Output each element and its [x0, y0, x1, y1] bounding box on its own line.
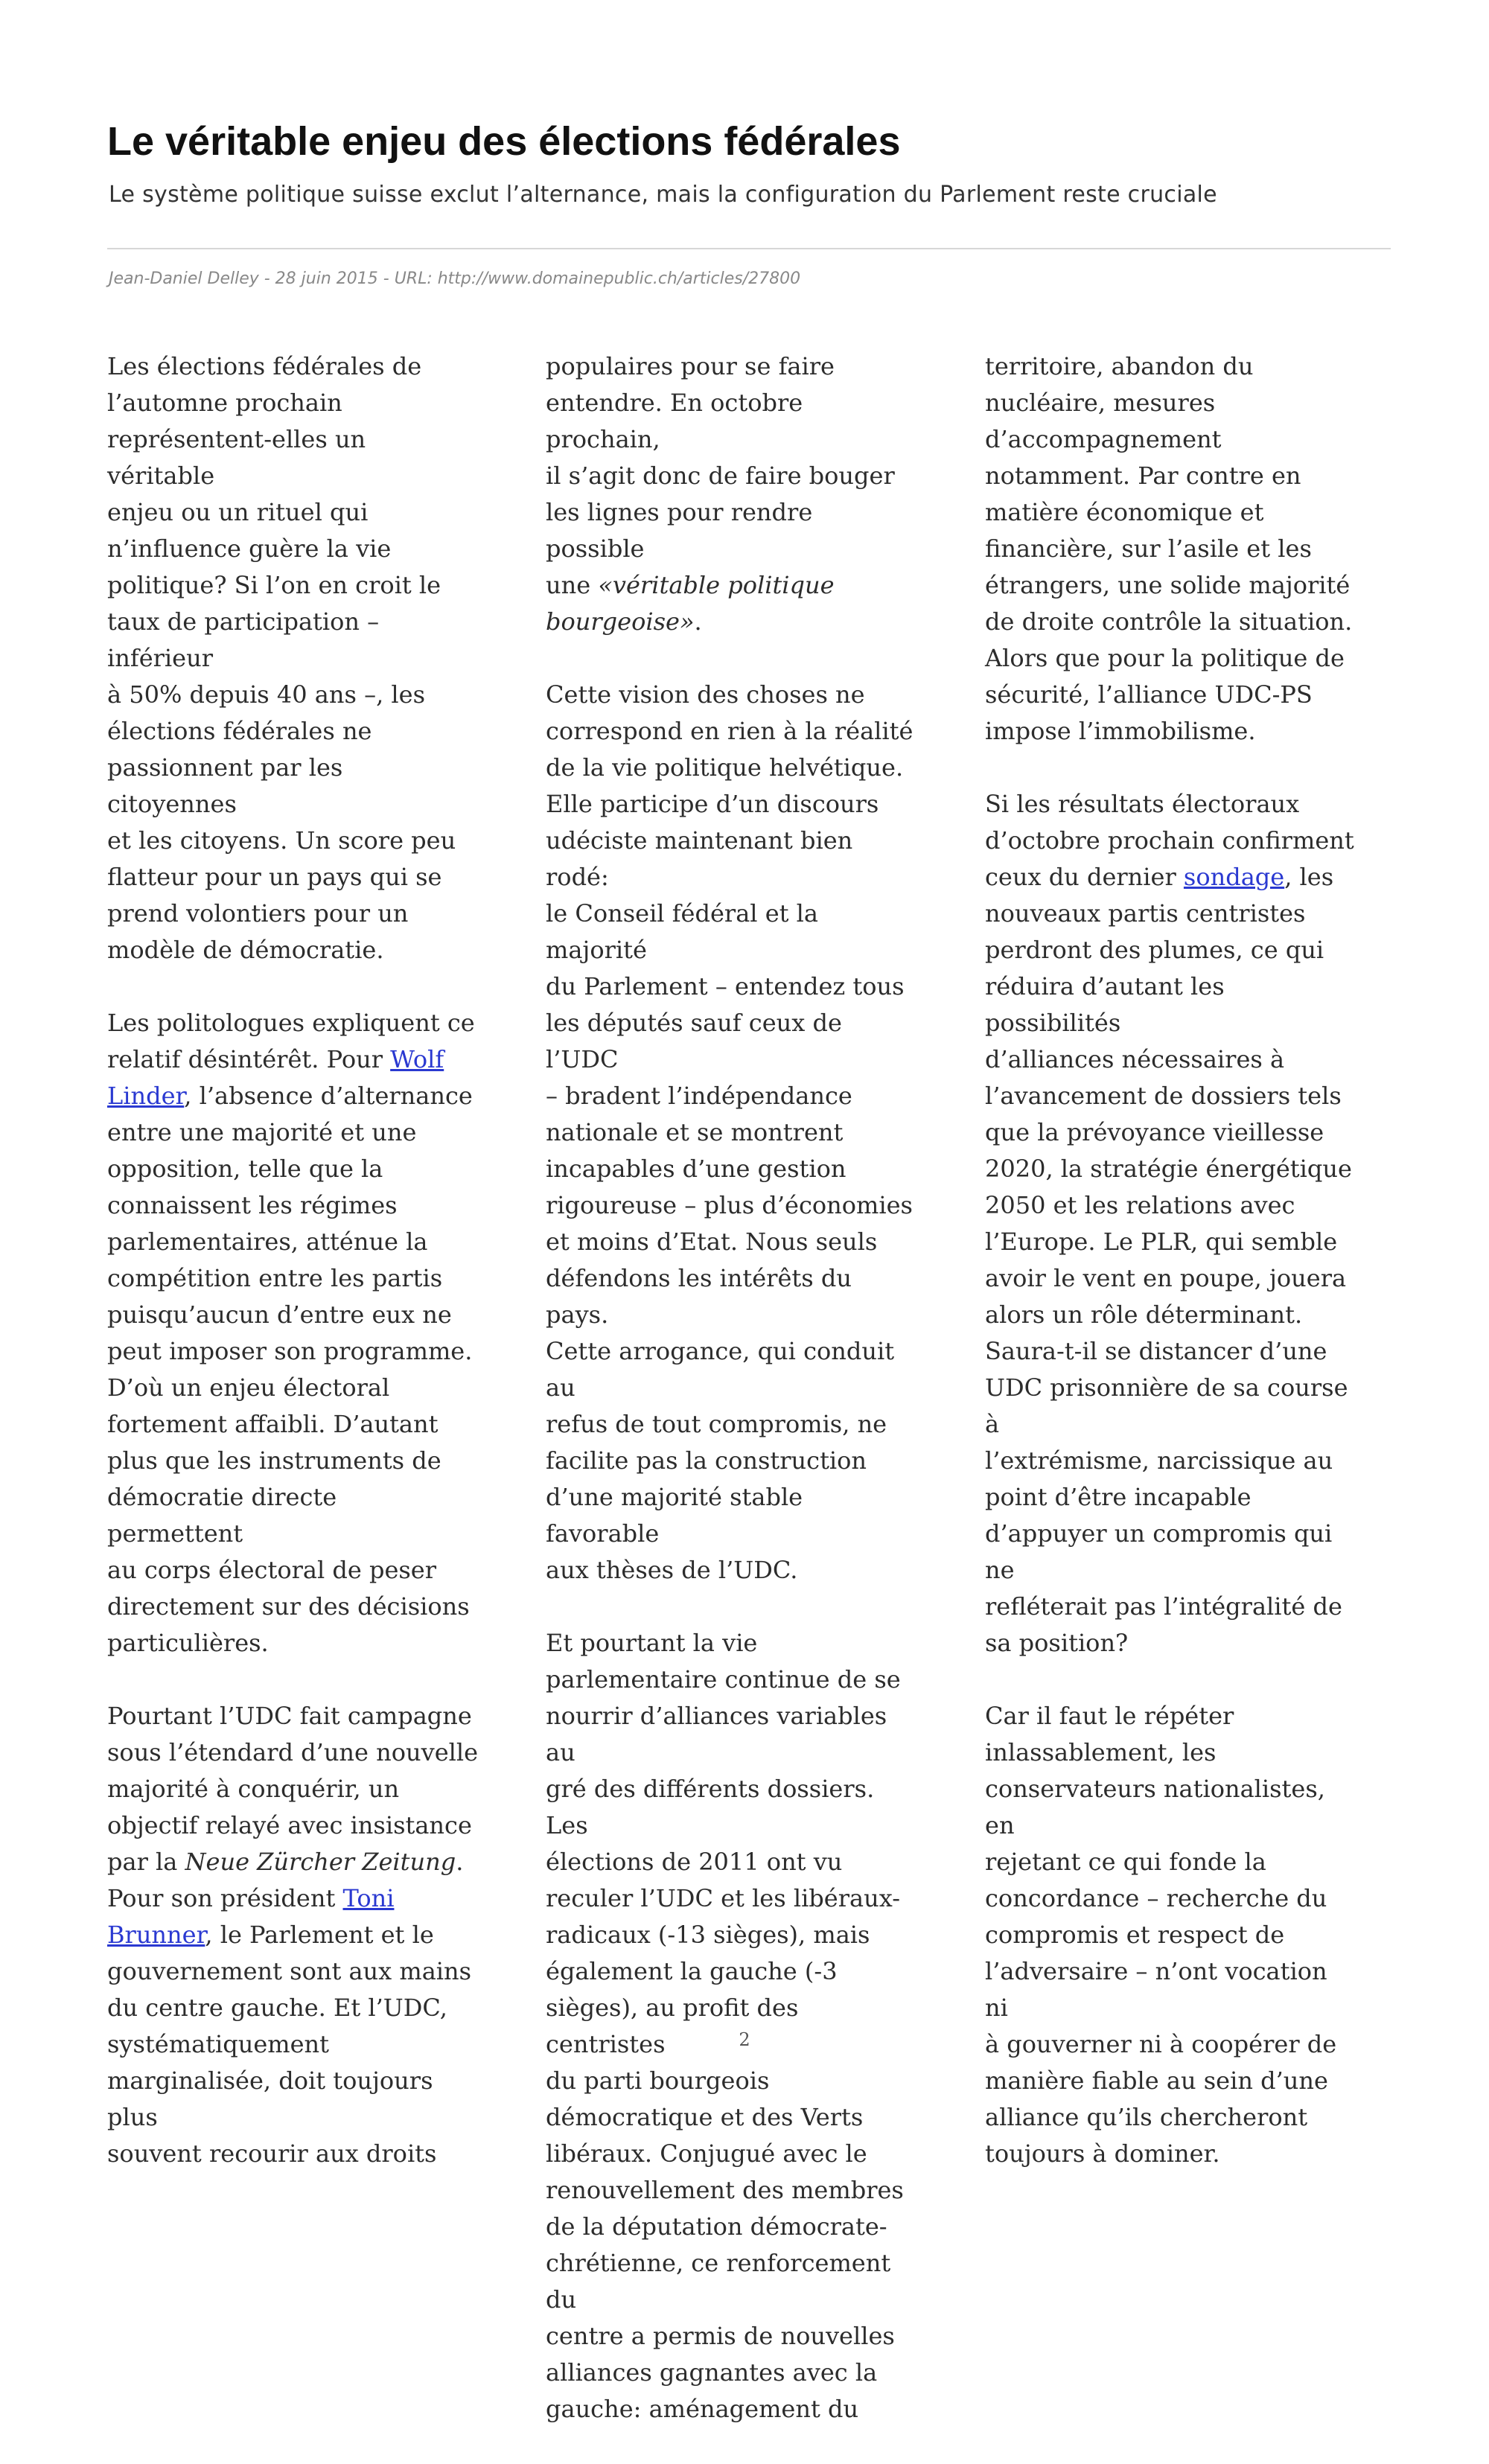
text-column-1: [107, 348, 479, 2209]
text-line: radicaux (-13 sièges), mais: [546, 1921, 870, 1949]
text-line: de droite contrôle la situation.: [985, 607, 1353, 636]
article-subtitle: Le système politique suisse exclut l’alternance, mais la configuration du Parlement reste cruciale: [109, 182, 1217, 208]
text-line: Saura-t-il se distancer d’une: [985, 1337, 1327, 1365]
text-line: sa position?: [985, 1629, 1129, 1657]
header-divider: [107, 248, 1391, 249]
text-line: populaires pour se faire: [546, 352, 835, 380]
text-line: élections fédérales ne: [107, 717, 372, 745]
text-line: , le Parlement et le: [205, 1921, 434, 1949]
text-line: de la députation démocrate-: [546, 2212, 887, 2241]
text-line: le Conseil fédéral et la majorité: [546, 899, 818, 964]
text-line: financière, sur l’asile et les: [985, 534, 1312, 563]
text-line: l’adversaire – n’ont vocation ni: [985, 1957, 1327, 2022]
toni-brunner-link-cont[interactable]: Brunner: [107, 1921, 205, 1949]
text-line: défendons les intérêts du pays.: [546, 1264, 852, 1329]
text-line: l’extrémisme, narcissique au: [985, 1446, 1333, 1475]
toni-brunner-link[interactable]: Toni: [342, 1884, 395, 1912]
text-line: matière économique et: [985, 498, 1264, 526]
text-line: Cette vision des choses ne: [546, 680, 865, 709]
text-line: facilite pas la construction: [546, 1446, 867, 1475]
text-line: n’influence guère la vie: [107, 534, 392, 563]
text-line: gauche: aménagement du: [546, 2395, 859, 2423]
text-line: fortement affaibli. D’autant: [107, 1410, 439, 1438]
text-line: l’avancement de dossiers tels: [985, 1082, 1342, 1110]
article-meta: Jean-Daniel Delley - 28 juin 2015 - URL: http://www.domainepublic.ch/articles/27800: [109, 269, 801, 288]
text-line: Pourtant l’UDC fait campagne: [107, 1702, 472, 1730]
text-line: parlementaires, atténue la: [107, 1228, 428, 1256]
sondage-link[interactable]: sondage: [1183, 863, 1285, 891]
text-line: sièges), au profit des centristes: [546, 1994, 799, 2058]
text-line: rejetant ce qui fonde la: [985, 1848, 1266, 1876]
text-line: d’accompagnement: [985, 425, 1222, 453]
text-line: Et pourtant la vie: [546, 1629, 758, 1657]
text-line: étrangers, une solide majorité: [985, 571, 1351, 599]
text-line: manière fiable au sein d’une: [985, 2066, 1328, 2095]
text-line: renouvellement des membres: [546, 2176, 904, 2204]
text-line: compromis et respect de: [985, 1921, 1285, 1949]
text-line: de la vie politique helvétique.: [546, 753, 904, 782]
text-line: que la prévoyance vieillesse: [985, 1118, 1324, 1146]
text-line: également la gauche (-3: [546, 1957, 838, 1985]
text-line: d’alliances nécessaires à: [985, 1045, 1285, 1073]
text-line: enjeu ou un rituel qui: [107, 498, 369, 526]
text-line: Si les résultats électoraux: [985, 790, 1300, 818]
text-line: avoir le vent en poupe, jouera: [985, 1264, 1347, 1292]
text-line: correspond en rien à la réalité: [546, 717, 914, 745]
text-line: d’octobre prochain confirment: [985, 826, 1354, 855]
paragraph-2: [107, 1005, 479, 1662]
text-line: plus que les instruments de: [107, 1446, 441, 1475]
text-line: puisqu’aucun d’entre eux ne: [107, 1300, 452, 1329]
text-line: point d’être incapable: [985, 1483, 1252, 1511]
text-line: nourrir d’alliances variables au: [546, 1702, 887, 1766]
text-line: perdront des plumes, ce qui: [985, 936, 1324, 964]
text-line: flatteur pour un pays qui se: [107, 863, 442, 891]
text-line: alors un rôle déterminant.: [985, 1300, 1303, 1329]
publication-name: Neue Zürcher Zeitung: [185, 1848, 456, 1876]
text-line: territoire, abandon du: [985, 352, 1254, 380]
text-line: objectif relayé avec insistance: [107, 1811, 472, 1839]
text-line: refus de tout compromis, ne: [546, 1410, 887, 1438]
text-line: refléterait pas l’intégralité de: [985, 1592, 1342, 1621]
text-line: politique? Si l’on en croit le: [107, 571, 441, 599]
text-line: Les élections fédérales de: [107, 352, 422, 380]
text-line: 2020, la stratégie énergétique: [985, 1155, 1352, 1183]
text-line: les lignes pour rendre possible: [546, 498, 813, 563]
text-line: et moins d’Etat. Nous seuls: [546, 1228, 878, 1256]
text-line: – bradent l’indépendance: [546, 1082, 852, 1110]
text-line: particulières.: [107, 1629, 269, 1657]
text-line: aux thèses de l’UDC.: [546, 1556, 798, 1584]
text-line: d’une majorité stable favorable: [546, 1483, 803, 1548]
paragraph-7: [985, 1698, 1357, 2172]
text-line: du parti bourgeois: [546, 2066, 770, 2095]
article-title: Le véritable enjeu des élections fédérales: [107, 119, 901, 164]
text-line: compétition entre les partis: [107, 1264, 443, 1292]
text-line: alliances gagnantes avec la: [546, 2358, 878, 2387]
text-line: l’Europe. Le PLR, qui semble: [985, 1228, 1338, 1256]
text-line: conservateurs nationalistes, en: [985, 1775, 1325, 1839]
text-line: sécurité, l’alliance UDC-PS: [985, 680, 1313, 709]
text-line: au corps électoral de peser: [107, 1556, 437, 1584]
text-line: ceux du dernier: [985, 863, 1184, 891]
text-line: gouvernement sont aux mains: [107, 1957, 472, 1985]
quote: bourgeoise»: [546, 607, 695, 636]
text-line: majorité à conquérir, un: [107, 1775, 400, 1803]
text-line: Elle participe d’un discours: [546, 790, 879, 818]
text-column-2: [546, 348, 918, 2464]
text-line: Cette arrogance, qui conduit au: [546, 1337, 895, 1402]
text-line: et les citoyens. Un score peu: [107, 826, 456, 855]
text-line: modèle de démocratie.: [107, 936, 384, 964]
text-line: reculer l’UDC et les libéraux-: [546, 1884, 900, 1912]
text-line: les députés sauf ceux de l’UDC: [546, 1009, 842, 1073]
text-line: rigoureuse – plus d’économies: [546, 1191, 913, 1219]
text-line: démocratique et des Verts: [546, 2103, 864, 2131]
paragraph-5: [546, 1625, 918, 2428]
text-line: chrétienne, ce renforcement du: [546, 2249, 891, 2314]
text-line: udéciste maintenant bien rodé:: [546, 826, 853, 891]
text-line: concordance – recherche du: [985, 1884, 1327, 1912]
page-number: 2: [739, 2029, 750, 2050]
paragraph-3: Pourtant l’UDC fait campagne sous l’étendard d’une nouvelle majorité à conquérir, un objectif relayé avec insistance par la Neue Zürcher Zeitung. Pour son président Toni Brunner, le Parlement et le gouvernement sont aux mains du centre gauche. Et l’UDC, systématiquement marginalisée, doit toujours plus souvent recourir aux droits: [107, 1702, 479, 2168]
text-line: nucléaire, mesures: [985, 389, 1216, 417]
text-line: marginalisée, doit toujours plus: [107, 2066, 433, 2131]
text-line: du centre gauche. Et l’UDC,: [107, 1994, 447, 2022]
text-line: sous l’étendard d’une nouvelle: [107, 1738, 479, 1766]
text-line: incapables d’une gestion: [546, 1155, 846, 1183]
text-line: impose l’immobilisme.: [985, 717, 1256, 745]
text-line: , l’absence d’alternance: [184, 1082, 473, 1110]
text-line: entendre. En octobre prochain,: [546, 389, 803, 453]
text-line: nouveaux partis centristes: [985, 899, 1306, 928]
text-line: nationale et se montrent: [546, 1118, 844, 1146]
paragraph-5-cont: [985, 348, 1357, 750]
text-line: l’automne prochain: [107, 389, 342, 417]
text-line: connaissent les régimes: [107, 1191, 398, 1219]
text-line: inlassablement, les: [985, 1738, 1217, 1766]
wolf-linder-link-cont[interactable]: Linder: [107, 1082, 185, 1110]
text-column-3: [985, 348, 1357, 2209]
paragraph-6: Si les résultats électoraux d’octobre prochain confirment ceux du dernier sondage, les nouveaux partis centristes perdront des plumes, ce qui réduira d’autant les possibilités d’alliances nécessaires à l’avancement de dossiers tels que la prévoyance vieillesse 2020, la stratégie énergétique 2050 et les relations avec l’Europe. Le PLR, qui semble avoir le vent en poupe, jouera alors un rôle déterminant. Saura-t-il se distancer d’une UDC prisonnière de sa course à l’extrémisme, narcissique au point d’être incapable d’appuyer un compromis qui ne refléterait pas l’intégralité de sa position?: [985, 790, 1354, 1657]
text-line: 2050 et les relations avec: [985, 1191, 1295, 1219]
text-line: représentent-elles un véritable: [107, 425, 366, 490]
text-line: entre une majorité et une: [107, 1118, 417, 1146]
text-line: opposition, telle que la: [107, 1155, 383, 1183]
text-line: libéraux. Conjugué avec le: [546, 2139, 867, 2168]
text-line: notamment. Par contre en: [985, 462, 1301, 490]
text-line: passionnent par les citoyennes: [107, 753, 343, 818]
text-line: une: [546, 571, 599, 599]
text-line: à gouverner ni à coopérer de: [985, 2030, 1337, 2058]
text-line: par la: [107, 1848, 185, 1876]
text-line: toujours à dominer.: [985, 2139, 1220, 2168]
text-line: prend volontiers pour un: [107, 899, 409, 928]
text-line: D’où un enjeu électoral: [107, 1373, 390, 1402]
text-line: alliance qu’ils chercheront: [985, 2103, 1308, 2131]
text-line: taux de participation – inférieur: [107, 607, 380, 672]
text-line: parlementaire continue de se: [546, 1665, 901, 1694]
text-line: du Parlement – entendez tous: [546, 972, 905, 1000]
text-line: peut imposer son programme.: [107, 1337, 473, 1365]
text-line: Alors que pour la politique de: [985, 644, 1345, 672]
text-line: réduira d’autant les possibilités: [985, 972, 1225, 1037]
text-line: directement sur des décisions: [107, 1592, 470, 1621]
text-line: gré des différents dossiers. Les: [546, 1775, 875, 1839]
text-line: Car il faut le répéter: [985, 1702, 1234, 1730]
text-line: centre a permis de nouvelles: [546, 2322, 895, 2350]
text-line: souvent recourir aux droits: [107, 2139, 437, 2168]
text-line: à 50% depuis 40 ans –, les: [107, 680, 425, 709]
text-line: systématiquement: [107, 2030, 330, 2058]
wolf-linder-link[interactable]: Wolf: [390, 1045, 444, 1073]
paragraph-4: [546, 677, 918, 1589]
text-line: démocratie directe permettent: [107, 1483, 337, 1548]
text-line: UDC prisonnière de sa course à: [985, 1373, 1348, 1438]
text-line: d’appuyer un compromis qui ne: [985, 1519, 1333, 1584]
quote: «véritable politique: [598, 571, 835, 599]
paragraph-1: [107, 348, 479, 968]
text-line: relatif désintérêt. Pour: [107, 1045, 391, 1073]
text-line: Pour son président: [107, 1884, 343, 1912]
text-line: élections de 2011 ont vu: [546, 1848, 843, 1876]
text-line: Les politologues expliquent ce: [107, 1009, 475, 1037]
text-line: il s’agit donc de faire bouger: [546, 462, 895, 490]
paragraph-3-cont: populaires pour se faire entendre. En octobre prochain, il s’agit donc de faire bouger les lignes pour rendre possible une «véritable politique bourgeoise».: [546, 352, 895, 636]
